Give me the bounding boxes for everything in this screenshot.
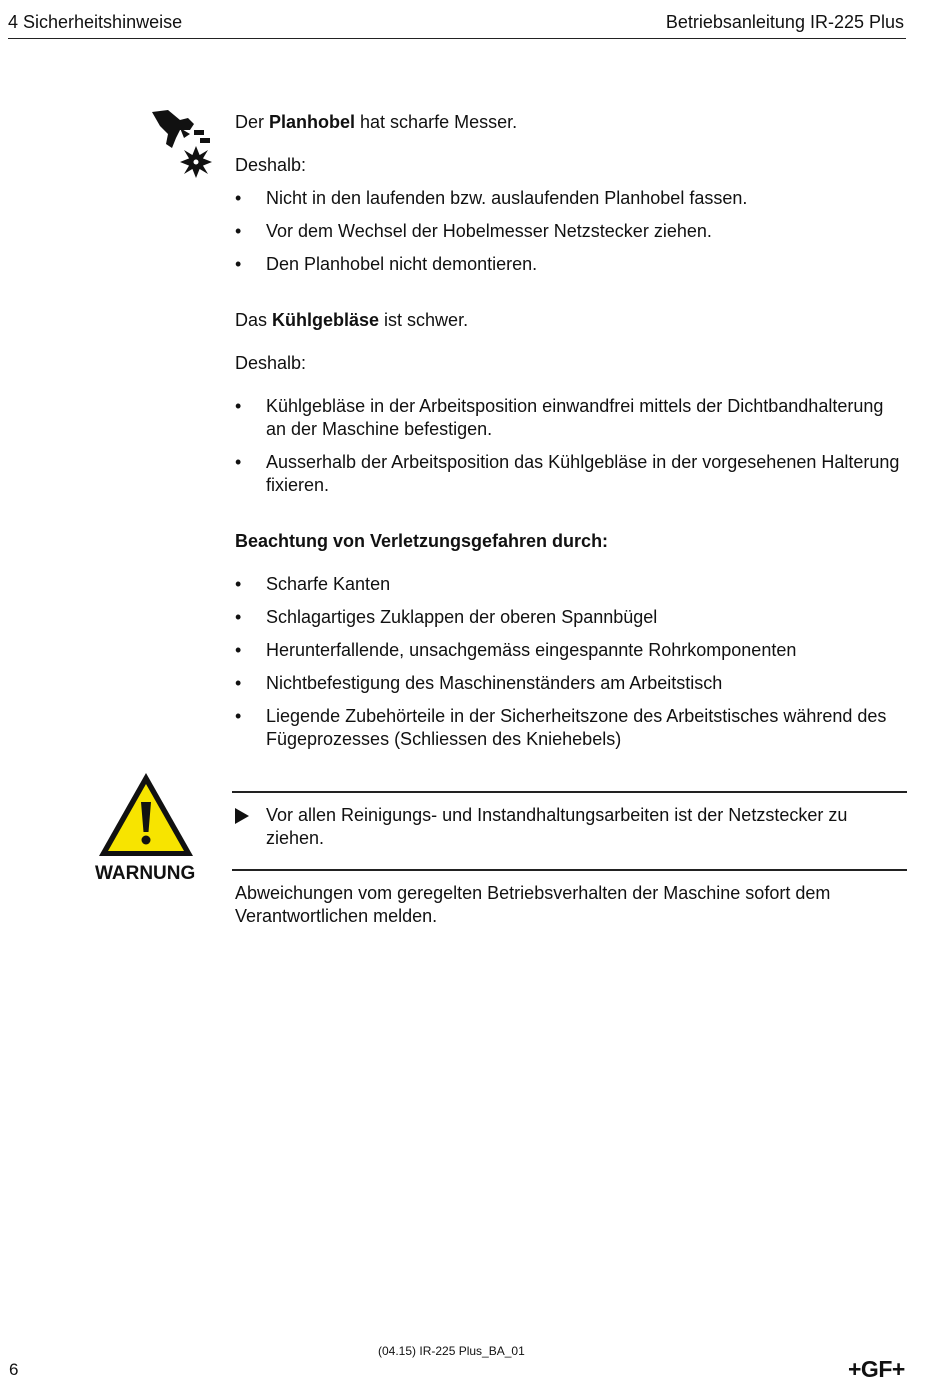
page-number: 6: [9, 1360, 19, 1379]
warning-label: WARNUNG: [95, 863, 196, 884]
list-item: • Scharfe Kanten: [235, 574, 391, 594]
hand-cutter-hazard-icon: [150, 108, 216, 180]
warning-action: [235, 804, 907, 850]
kuehl-deshalb: Deshalb:: [235, 353, 307, 373]
gefahren-list: [235, 573, 907, 751]
list-item: • Den Planhobel nicht demontieren.: [235, 254, 538, 274]
header-document-title: Betriebsanleitung IR-225 Plus: [665, 12, 904, 32]
planhobel-intro: Der Planhobel hat scharfe Messer.: [235, 112, 518, 132]
list-item: • Liegende Zubehörteile in der Sicherheitszone des Arbeitstisches während des Fügeprozesses (Schliessen des Kniehebels): [235, 706, 887, 749]
warning-rule-bottom: [232, 869, 907, 871]
kuehl-intro: Das Kühlgebläse ist schwer.: [235, 310, 469, 330]
action-arrow-icon: [235, 808, 249, 824]
warning-action-text: Vor allen Reinigungs- und Instandhaltungsarbeiten ist der Netzstecker zu ziehen.: [266, 805, 848, 848]
list-item: • Vor dem Wechsel der Hobelmesser Netzstecker ziehen.: [235, 221, 712, 241]
header-section-title: 4 Sicherheitshinweise: [8, 12, 183, 32]
planhobel-list: [235, 187, 907, 276]
kuehl-list: [235, 395, 907, 497]
list-item: • Nicht in den laufenden bzw. auslaufenden Planhobel fassen.: [235, 188, 748, 208]
list-item: • Ausserhalb der Arbeitsposition das Kühlgebläse in der vorgesehenen Halterung fixieren.: [235, 452, 900, 495]
list-item: • Schlagartiges Zuklappen der oberen Spannbügel: [235, 607, 658, 627]
warning-triangle-icon: [96, 770, 196, 860]
warning-followup-text: Abweichungen vom geregelten Betriebsverhalten der Maschine sofort dem Verantwortlichen melden.: [235, 883, 831, 926]
page-header: [8, 12, 906, 39]
list-item: • Kühlgebläse in der Arbeitsposition einwandfrei mittels der Dichtbandhalterung an der Maschine befestigen.: [235, 396, 884, 439]
footer-reference: (04.15) IR-225 Plus_BA_01: [378, 1344, 525, 1358]
list-item: • Nichtbefestigung des Maschinenständers am Arbeitstisch: [235, 673, 723, 693]
list-item: • Herunterfallende, unsachgemäss eingespannte Rohrkomponenten: [235, 640, 797, 660]
gefahren-heading: Beachtung von Verletzungsgefahren durch:: [235, 531, 609, 551]
warning-rule-top: [232, 791, 907, 793]
safety-content: [235, 111, 907, 751]
planhobel-deshalb: Deshalb:: [235, 155, 307, 175]
gf-logo: +GF+: [848, 1356, 905, 1382]
